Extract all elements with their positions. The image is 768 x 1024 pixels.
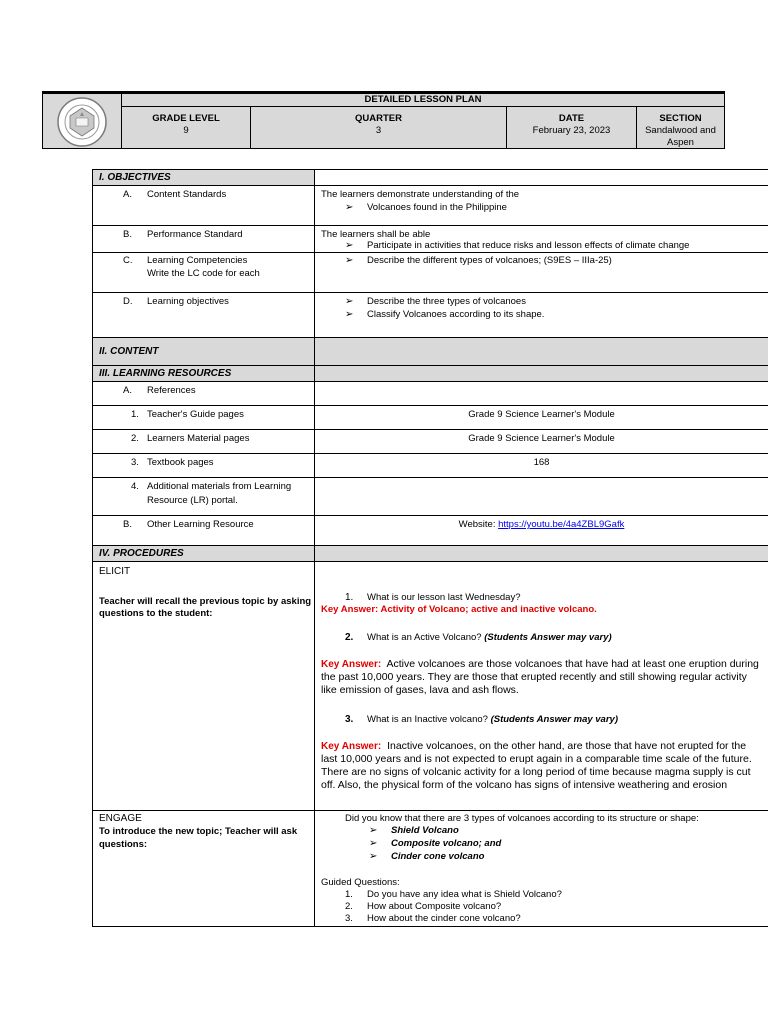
arrow-bullet-icon: ➢ [369, 851, 378, 862]
content-heading: II. CONTENT [99, 346, 159, 357]
arrow-bullet-icon: ➢ [345, 255, 354, 266]
guided-questions-title: Guided Questions: [321, 877, 400, 888]
elicit-description-2: questions to the student: [99, 608, 213, 619]
website-prefix: Website: [458, 519, 499, 530]
elicit-key-answer-2 [321, 658, 764, 697]
performance-standard-row [92, 225, 768, 252]
row-number: 3. [131, 457, 139, 468]
quarter-cell [250, 107, 506, 148]
quarter-value: 3 [375, 125, 382, 136]
date-label: DATE [558, 113, 585, 124]
section-cell [636, 107, 724, 148]
learning-competencies-row [92, 252, 768, 292]
row-letter: C. [123, 255, 133, 266]
guided-question-3: How about the cinder cone volcano? [367, 913, 521, 924]
quarter-label: QUARTER [355, 113, 402, 124]
elicit-question-1: What is our lesson last Wednesday? [367, 592, 521, 603]
arrow-bullet-icon: ➢ [369, 825, 378, 836]
elicit-question-3 [367, 714, 618, 725]
procedures-heading-row [92, 545, 768, 561]
row-letter: B. [123, 229, 132, 240]
arrow-bullet-icon: ➢ [369, 838, 378, 849]
volcano-type-2: Composite volcano; and [391, 838, 502, 849]
grade-level-cell [122, 107, 250, 148]
engage-description-2: questions: [99, 839, 148, 850]
section-value-line1: Sandalwood and [645, 125, 716, 136]
row-letter: A. [123, 189, 132, 200]
elicit-key-answer-3 [321, 740, 764, 792]
learning-objective-2: Classify Volcanoes according to its shape. [367, 309, 545, 320]
additional-materials-row [92, 477, 768, 515]
references-label: References [147, 385, 196, 396]
performance-standard-bullet: Participate in activities that reduce risks and lesson effects of climate change [367, 240, 690, 251]
row-number: 2. [131, 433, 139, 444]
key-answer-2-text: Active volcanoes are those volcanoes that have had at least one eruption during the past 10,000 years. They are those that erupted recently and still showing regular activity like emission of gases, lava and ash flows. [321, 658, 759, 696]
header-table [42, 91, 725, 149]
other-resource-label: Other Learning Resource [147, 519, 254, 530]
table-bottom-border [92, 926, 768, 927]
question-number: 1. [345, 592, 354, 603]
question-number: 3. [345, 913, 353, 924]
learning-objectives-label: Learning objectives [147, 296, 229, 307]
references-row [92, 381, 768, 405]
arrow-bullet-icon: ➢ [345, 309, 354, 320]
volcano-type-1: Shield Volcano [391, 825, 459, 836]
content-standards-row [92, 185, 768, 225]
additional-materials-label-2: Resource (LR) portal. [147, 495, 238, 506]
question-3-text: What is an Inactive volcano? [367, 714, 488, 725]
engage-intro: Did you know that there are 3 types of volcanoes according to its structure or shape: [345, 813, 699, 824]
textbook-pages-value: 168 [533, 457, 550, 468]
question-number: 2. [345, 632, 354, 643]
key-answer-3-text: Inactive volcanoes, on the other hand, are those that have not erupted for the last 10,000 years and is not expected to erupt again in a comparable time scale of the future. There are no signs of volcanic activity for a long period of time because magma supply is cut off. Also, the physical form of the volcano has signs of intensive weathering and erosion [321, 740, 752, 791]
row-letter: D. [123, 296, 133, 307]
learning-objective-1: Describe the three types of volcanoes [367, 296, 526, 307]
question-number: 3. [345, 714, 354, 725]
row-number: 4. [131, 481, 139, 492]
grade-level-value: 9 [183, 125, 189, 136]
elicit-title: ELICIT [99, 566, 131, 577]
learners-material-label: Learners Material pages [147, 433, 250, 444]
textbook-pages-label: Textbook pages [147, 457, 214, 468]
volcano-type-3: Cinder cone volcano [391, 851, 485, 862]
content-standards-text: The learners demonstrate understanding of the [321, 189, 520, 200]
teachers-guide-label: Teacher's Guide pages [147, 409, 244, 420]
question-2-note: (Students Answer may vary) [484, 632, 612, 643]
deped-seal-icon [54, 96, 110, 148]
guided-question-2: How about Composite volcano? [367, 901, 502, 912]
learning-competencies-note: Write the LC code for each [147, 268, 260, 279]
objectives-heading: I. OBJECTIVES [99, 172, 171, 183]
question-3-note: (Students Answer may vary) [490, 714, 618, 725]
other-resource-row [92, 515, 768, 545]
row-number: 1. [131, 409, 139, 420]
objectives-heading-row [92, 169, 768, 185]
question-2-text: What is an Active Volcano? [367, 632, 482, 643]
elicit-description: Teacher will recall the previous topic by asking [99, 596, 312, 607]
content-heading-row [92, 337, 768, 365]
question-number: 2. [345, 901, 353, 912]
lesson-plan-title: DETAILED LESSON PLAN [122, 94, 724, 107]
performance-standard-label: Performance Standard [147, 229, 243, 240]
engage-row [92, 810, 768, 927]
key-answer-label: Key Answer: [321, 741, 382, 752]
question-number: 1. [345, 889, 353, 900]
teachers-guide-row [92, 405, 768, 429]
learners-material-row [92, 429, 768, 453]
date-value: February 23, 2023 [532, 125, 611, 136]
elicit-row [92, 561, 768, 810]
textbook-pages-row [92, 453, 768, 477]
resources-heading: III. LEARNING RESOURCES [99, 368, 232, 379]
section-value-line2: Aspen [667, 137, 694, 148]
guided-question-1: Do you have any idea what is Shield Volcano? [367, 889, 562, 900]
date-cell [506, 107, 636, 148]
key-answer-label: Key Answer: [321, 659, 382, 670]
elicit-key-answer-1: Key Answer: Activity of Volcano; active and inactive volcano. [321, 604, 597, 615]
content-standards-bullet: Volcanoes found in the Philippine [367, 202, 507, 213]
row-letter: A. [123, 385, 132, 396]
website-link[interactable]: https://youtu.be/4a4ZBL9Gafk [498, 519, 625, 530]
elicit-question-2 [367, 632, 612, 643]
resources-heading-row [92, 365, 768, 381]
arrow-bullet-icon: ➢ [345, 202, 354, 213]
engage-description: To introduce the new topic; Teacher will ask [99, 826, 298, 837]
performance-standard-text: The learners shall be able [321, 229, 431, 240]
section-label: SECTION [659, 113, 702, 124]
learning-competencies-bullet: Describe the different types of volcanoes; (S9ES – IIIa-25) [367, 255, 612, 266]
lesson-plan-table [92, 169, 768, 927]
arrow-bullet-icon: ➢ [345, 296, 354, 307]
learning-competencies-label: Learning Competencies [147, 255, 248, 266]
learners-material-value: Grade 9 Science Learner's Module [468, 433, 615, 444]
additional-materials-label: Additional materials from Learning [147, 481, 292, 492]
arrow-bullet-icon: ➢ [345, 240, 354, 251]
grade-level-label: GRADE LEVEL [152, 113, 220, 124]
logo-cell [43, 94, 122, 148]
learning-objectives-row [92, 292, 768, 337]
content-standards-label: Content Standards [147, 189, 227, 200]
other-resource-value [315, 516, 768, 530]
engage-title: ENGAGE [99, 813, 142, 824]
teachers-guide-value: Grade 9 Science Learner's Module [468, 409, 615, 420]
procedures-heading: IV. PROCEDURES [99, 548, 184, 559]
row-letter: B. [123, 519, 132, 530]
